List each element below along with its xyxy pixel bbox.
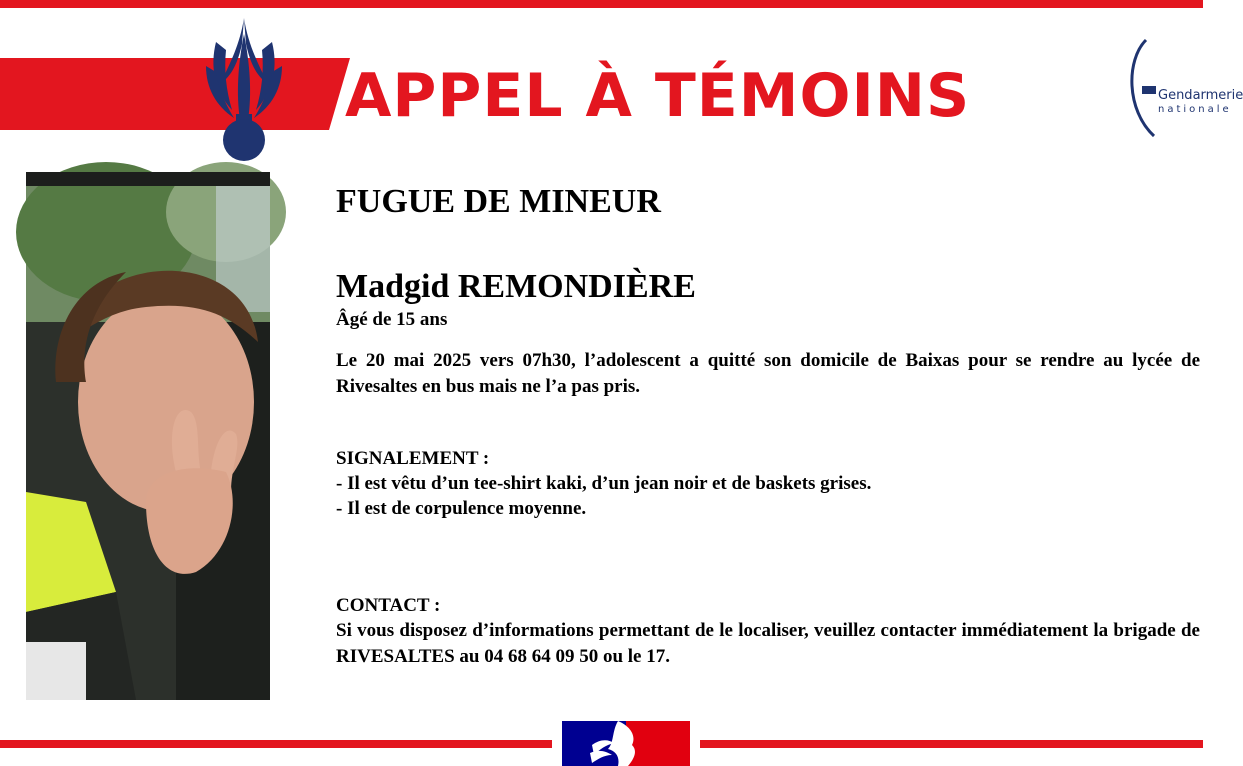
banner-red-stripe xyxy=(0,58,350,130)
banner-title: APPEL À TÉMOINS xyxy=(345,61,971,131)
person-name: Madgid REMONDIÈRE xyxy=(336,268,696,305)
signalement-line: - Il est vêtu d’un tee-shirt kaki, d’un jean noir et de baskets grises. xyxy=(336,473,872,494)
bottom-red-rule-right xyxy=(700,740,1203,748)
contact-text: Si vous disposez d’informations permettant de le localiser, veuillez contacter immédiatement la brigade de RIVESALTES au 04 68 64 09 50 ou le 17. xyxy=(336,620,1200,667)
gendarmerie-nationale-logo-icon xyxy=(1128,36,1243,140)
circumstances-text: Le 20 mai 2025 vers 07h30, l’adolescent a quitté son domicile de Baixas pour se rendre au lycée de Rivesaltes en bus mais ne l’a pas pris. xyxy=(336,350,1200,397)
contact-label: CONTACT : xyxy=(336,595,441,616)
top-red-rule xyxy=(0,0,1203,8)
signalement-label: SIGNALEMENT : xyxy=(336,448,490,469)
missing-person-photo xyxy=(26,172,270,700)
notice-heading: FUGUE DE MINEUR xyxy=(336,183,661,220)
bottom-red-rule-left xyxy=(0,740,552,748)
signalement-line: - Il est de corpulence moyenne. xyxy=(336,498,587,519)
republique-francaise-marianne-icon xyxy=(562,721,690,766)
notice-content xyxy=(336,180,1200,670)
logo-subtext: nationale xyxy=(1158,104,1232,115)
logo-text: Gendarmerie xyxy=(1158,88,1243,103)
person-age: Âgé de 15 ans xyxy=(336,309,448,330)
gendarmerie-flame-grenade-icon xyxy=(204,14,284,164)
